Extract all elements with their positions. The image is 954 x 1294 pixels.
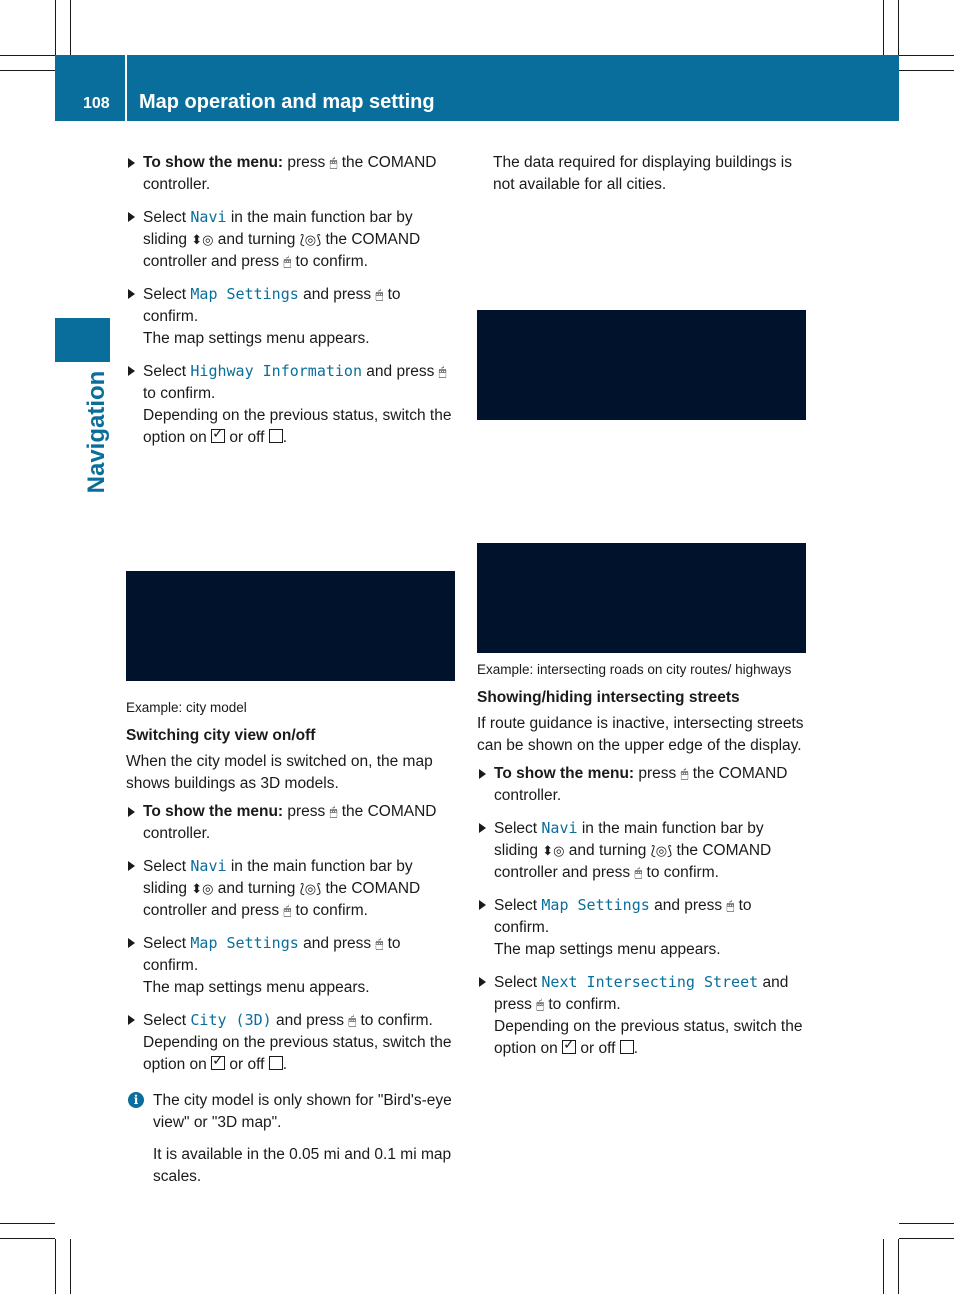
menu-item-navi: Navi — [541, 819, 578, 837]
crop-mark — [0, 55, 55, 56]
page-number: 108 — [83, 95, 110, 112]
right-column — [477, 152, 809, 1070]
city-model-image — [126, 571, 455, 681]
slide-icon: ⬍◎ — [191, 881, 214, 896]
crop-mark — [899, 55, 954, 56]
menu-item-navi: Navi — [190, 857, 227, 875]
crop-mark — [55, 1239, 56, 1294]
press-icon: 🖱 — [536, 997, 545, 1012]
instruction-step: Select Highway Information and press 🖱 to confirm. Depending on the previous status, switch the option on ✓ or off . — [126, 360, 458, 449]
instruction-step: Select City (3D) and press 🖱 to confirm. Depending on the previous status, switch the option on ✓ or off . — [126, 1009, 458, 1076]
checkbox-checked-icon — [211, 1056, 225, 1070]
instruction-step: Select Navi in the main function bar by sliding ⬍◎ and turning ⟅◎⟆ the COMAND controller and press 🖱 to confirm. — [126, 855, 458, 922]
turn-icon: ⟅◎⟆ — [650, 843, 673, 858]
intersecting-roads-image — [477, 543, 806, 653]
image-caption: Example: intersecting roads on city routes/ highways — [477, 662, 792, 677]
side-tab-label: Navigation — [83, 370, 110, 494]
instruction-step: Select Map Settings and press 🖱 to confirm. The map settings menu appears. — [126, 283, 458, 350]
menu-item-navi: Navi — [190, 208, 227, 226]
section-heading: Switching city view on/off — [126, 727, 316, 744]
turn-icon: ⟅◎⟆ — [299, 232, 322, 247]
page-header — [55, 55, 899, 121]
crop-mark — [899, 70, 954, 71]
checkbox-unchecked-icon — [620, 1040, 634, 1054]
header-divider — [125, 55, 127, 121]
press-icon: 🖱 — [283, 254, 292, 269]
instruction-step: Select Navi in the main function bar by sliding ⬍◎ and turning ⟅◎⟆ the COMAND controller and press 🖱 to confirm. — [477, 817, 809, 884]
section-intro: When the city model is switched on, the map shows buildings as 3D models. — [126, 753, 433, 792]
info-note: i The city model is only shown for "Bird's-eye view" or "3D map". It is available in the 0.05 mi and 0.1 mi map scales. — [126, 1090, 458, 1188]
press-icon: 🖱 — [375, 936, 384, 951]
info-icon: i — [128, 1092, 144, 1108]
crop-mark — [70, 0, 71, 55]
press-icon: 🖱 — [348, 1013, 357, 1028]
press-icon: 🖱 — [329, 804, 338, 819]
press-icon: 🖱 — [726, 898, 735, 913]
menu-item-city-3d: City (3D) — [190, 1011, 272, 1029]
left-column — [126, 152, 458, 1198]
press-icon: 🖱 — [283, 903, 292, 918]
checkbox-unchecked-icon — [269, 429, 283, 443]
press-icon: 🖱 — [634, 865, 643, 880]
crop-mark — [0, 1238, 55, 1239]
instruction-step: To show the menu: press 🖱 the COMAND controller. — [126, 152, 458, 196]
slide-icon: ⬍◎ — [542, 843, 565, 858]
crop-mark — [899, 1238, 954, 1239]
menu-item-next-intersecting-street: Next Intersecting Street — [541, 973, 759, 991]
menu-item-highway-information: Highway Information — [190, 362, 362, 380]
crop-mark — [55, 0, 56, 55]
crop-mark — [0, 1223, 55, 1224]
turn-icon: ⟅◎⟆ — [299, 881, 322, 896]
chapter-title: Map operation and map setting — [139, 91, 435, 113]
slide-icon: ⬍◎ — [191, 232, 214, 247]
crop-mark — [0, 70, 55, 71]
map-image — [477, 310, 806, 420]
instruction-step: Select Next Intersecting Street and press 🖱 to confirm. Depending on the previous status, switch the option on ✓ or off . — [477, 971, 809, 1060]
press-icon: 🖱 — [329, 155, 338, 170]
press-icon: 🖱 — [438, 364, 447, 379]
instruction-step: Select Map Settings and press 🖱 to confirm. The map settings menu appears. — [126, 932, 458, 999]
image-caption: Example: city model — [126, 700, 247, 715]
menu-item-map-settings: Map Settings — [541, 896, 650, 914]
crop-mark — [898, 1239, 899, 1294]
instruction-step: To show the menu: press 🖱 the COMAND controller. — [126, 801, 458, 845]
instruction-step: Select Navi in the main function bar by sliding ⬍◎ and turning ⟅◎⟆ the COMAND controller and press 🖱 to confirm. — [126, 206, 458, 273]
crop-mark — [883, 1239, 884, 1294]
crop-mark — [70, 1239, 71, 1294]
menu-item-map-settings: Map Settings — [190, 934, 299, 952]
instruction-step: To show the menu: press 🖱 the COMAND controller. — [477, 763, 809, 807]
section-intro: If route guidance is inactive, intersecting streets can be shown on the upper edge of the display. — [477, 715, 804, 754]
crop-mark — [899, 1223, 954, 1224]
section-heading: Showing/hiding intersecting streets — [477, 689, 740, 706]
paragraph: The data required for displaying buildings is not available for all cities. — [493, 154, 792, 193]
crop-mark — [898, 0, 899, 55]
side-tab-marker — [55, 318, 110, 362]
menu-item-map-settings: Map Settings — [190, 285, 299, 303]
checkbox-checked-icon — [211, 429, 225, 443]
checkbox-unchecked-icon — [269, 1056, 283, 1070]
press-icon: 🖱 — [375, 287, 384, 302]
checkbox-checked-icon — [562, 1040, 576, 1054]
crop-mark — [883, 0, 884, 55]
press-icon: 🖱 — [680, 766, 689, 781]
instruction-step: Select Map Settings and press 🖱 to confirm. The map settings menu appears. — [477, 894, 809, 961]
